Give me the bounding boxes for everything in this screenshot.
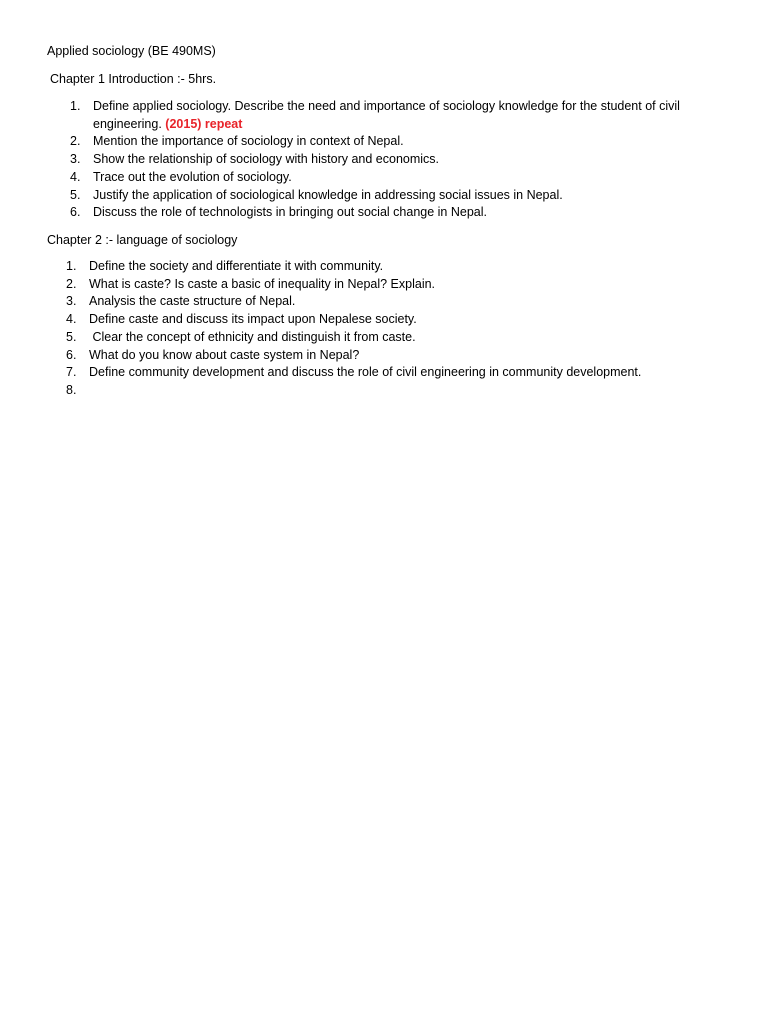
question-item xyxy=(66,311,716,329)
question-text: Discuss the role of technologists in bringing out social change in Nepal. xyxy=(93,205,487,220)
question-item xyxy=(66,329,716,347)
question-item xyxy=(66,364,716,382)
question-number: 7. xyxy=(66,365,77,380)
chapter-2-question-list xyxy=(66,258,716,397)
question-number: 6. xyxy=(70,205,81,220)
chapter-1-heading: Chapter 1 Introduction :- 5hrs. xyxy=(50,72,217,86)
question-number: 5. xyxy=(70,187,81,202)
question-body: Define applied sociology. Describe the need and importance of sociology knowledge for the student of civil engineering. xyxy=(93,99,680,131)
question-item xyxy=(66,347,716,365)
question-item xyxy=(66,276,716,294)
question-text xyxy=(70,98,720,133)
question-item xyxy=(70,187,720,205)
question-item xyxy=(70,169,720,187)
question-item xyxy=(66,258,716,276)
question-text: Justify the application of sociological knowledge in addressing social issues in Nepal. xyxy=(93,187,563,202)
question-number: 6. xyxy=(66,347,77,362)
document-title: Applied sociology (BE 490MS) xyxy=(47,44,216,58)
question-number: 3. xyxy=(70,152,81,167)
question-text: Define caste and discuss its impact upon Nepalese society. xyxy=(89,312,417,327)
question-number: 1. xyxy=(70,99,81,113)
question-number: 2. xyxy=(66,276,77,291)
question-item xyxy=(70,204,720,222)
question-text: What do you know about caste system in Nepal? xyxy=(89,347,360,362)
question-item xyxy=(66,293,716,311)
question-number: 4. xyxy=(66,312,77,327)
question-text: Define community development and discuss the role of civil engineering in community development. xyxy=(89,365,642,380)
question-item xyxy=(70,151,720,169)
question-number: 8. xyxy=(66,382,77,397)
question-number: 3. xyxy=(66,294,77,309)
question-number: 1. xyxy=(66,259,77,273)
question-number: 2. xyxy=(70,134,81,149)
question-text: What is caste? Is caste a basic of inequality in Nepal? Explain. xyxy=(89,276,436,291)
chapter-1-question-list xyxy=(70,98,720,222)
question-number: 4. xyxy=(70,169,81,184)
question-item xyxy=(70,133,720,151)
repeat-note: (2015) repeat xyxy=(165,116,243,131)
question-item xyxy=(70,98,720,133)
question-text: Define the society and differentiate it with community. xyxy=(89,259,384,273)
question-number: 5. xyxy=(66,329,77,344)
question-text: Clear the concept of ethnicity and distinguish it from caste. xyxy=(89,329,416,344)
question-text: Show the relationship of sociology with history and economics. xyxy=(93,152,440,167)
question-text: Trace out the evolution of sociology. xyxy=(93,169,292,184)
question-text: Mention the importance of sociology in context of Nepal. xyxy=(93,134,404,149)
chapter-2-heading: Chapter 2 :- language of sociology xyxy=(47,233,238,247)
question-text: Analysis the caste structure of Nepal. xyxy=(89,294,296,309)
